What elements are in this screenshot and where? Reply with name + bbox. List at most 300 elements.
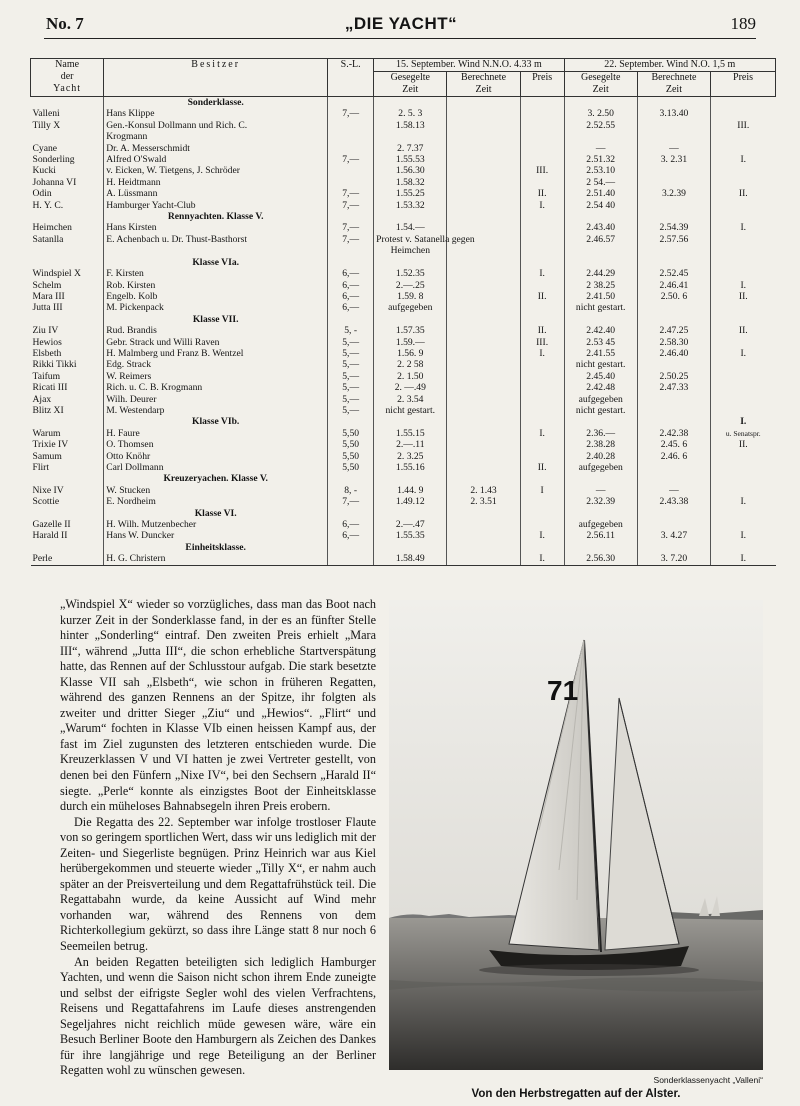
- sailed-time-2: 2.42.48: [564, 382, 637, 393]
- calc-time-1: [447, 177, 520, 188]
- class-heading-row: [31, 416, 776, 427]
- class-heading-row: [31, 542, 776, 553]
- sailed-time-2: nicht gestart.: [564, 405, 637, 416]
- prize-1: [520, 280, 564, 291]
- prize-2: I.: [711, 222, 776, 233]
- prize-1: [520, 120, 564, 131]
- sailed-time-2: 2.32.39: [564, 496, 637, 507]
- owner: H. G. Christern: [104, 553, 328, 565]
- prize-1: [520, 496, 564, 507]
- sailed-time-1: Protest v. Satanella gegen: [374, 234, 447, 245]
- calc-time-1: [447, 120, 520, 131]
- sailed-time-2: aufgegeben: [564, 394, 637, 405]
- sailed-time-2: 2.56.11: [564, 530, 637, 541]
- sailed-time-2: 2.40.28: [564, 451, 637, 462]
- sailed-time-1: 1.56.30: [374, 165, 447, 176]
- yacht-name: Kucki: [32, 165, 56, 177]
- yacht-name: Perle: [31, 553, 104, 565]
- prize-1: [520, 371, 564, 382]
- owner: Rob. Kirsten: [104, 280, 328, 291]
- calc-time-2: 2.46.41: [637, 280, 710, 291]
- calc-time-2: 2.43.38: [637, 496, 710, 507]
- prize-2: [711, 234, 776, 245]
- sailed-time-1: 1.53.32: [374, 200, 447, 211]
- prize-1: I.: [520, 200, 564, 211]
- prize-2: [711, 302, 776, 313]
- calc-time-1: [447, 394, 520, 405]
- sail-length: [328, 245, 374, 256]
- yacht-name: Satanlla: [32, 233, 64, 245]
- sailed-time-1: 2.—.11: [374, 439, 447, 450]
- yacht-name: Johanna VI: [32, 176, 77, 188]
- calc-time-2: [637, 165, 710, 176]
- calc-time-1: [447, 280, 520, 291]
- class-heading: Rennyachten. Klasse V.: [104, 211, 328, 222]
- sailboat-image: [389, 600, 763, 1070]
- sail-length: [328, 120, 374, 131]
- table-row: [31, 143, 776, 154]
- yacht-photo: [389, 600, 763, 1070]
- calc-time-2: —: [637, 143, 710, 154]
- owner: M. Pickenpack: [104, 302, 328, 313]
- sail-number: 71: [547, 675, 579, 706]
- calc-time-2: 2.57.56: [637, 234, 710, 245]
- page-number: 189: [730, 14, 756, 33]
- header-race-1: 15. September. Wind N.N.O. 4.33 m: [374, 59, 564, 72]
- calc-time-1: [447, 222, 520, 233]
- yacht-name: Gazelle II: [32, 519, 71, 531]
- owner: Alfred O'Swald: [104, 154, 328, 165]
- prize-1: [520, 439, 564, 450]
- prize-2: [711, 462, 776, 473]
- calc-time-1: [447, 165, 520, 176]
- sail-length: 5,—: [328, 405, 374, 416]
- sail-length: 5,50: [328, 451, 374, 462]
- sailed-time-1: Heimchen: [374, 245, 447, 256]
- prize-1: [520, 394, 564, 405]
- sailed-time-1: 1.57.35: [374, 325, 447, 336]
- prize-1: II.: [520, 325, 564, 336]
- sail-length: 7,—: [328, 154, 374, 165]
- owner: H. Heidtmann: [104, 177, 328, 188]
- sailed-time-1: 1.58.49: [374, 553, 447, 565]
- sailed-time-1: 1.55.35: [374, 530, 447, 541]
- yacht-name: Jutta III: [32, 302, 63, 314]
- article-text: [60, 597, 376, 1079]
- prize-2: I.: [711, 553, 776, 565]
- sail-length: 5,—: [328, 359, 374, 370]
- calc-time-2: 2.54.39: [637, 222, 710, 233]
- sailed-time-1: 1.55.15: [374, 428, 447, 439]
- header-sailed-time-2: Gesegelte Zeit: [564, 72, 637, 97]
- prize-2: [711, 405, 776, 416]
- sailed-time-2: 2.36.—: [564, 428, 637, 439]
- table-row: [31, 348, 776, 359]
- journal-title: „DIE YACHT“: [344, 14, 458, 33]
- prize-2: [711, 382, 776, 393]
- calc-time-1: [447, 382, 520, 393]
- sailed-time-2: —: [564, 143, 637, 154]
- table-row: [31, 428, 776, 439]
- table-row: [31, 462, 776, 473]
- sail-length: [328, 553, 374, 565]
- calc-time-1: [447, 371, 520, 382]
- prize-2: u. Senatspr.: [711, 428, 776, 439]
- sailed-time-2: 2.52.55: [564, 120, 637, 131]
- results-table: [30, 58, 776, 566]
- yacht-name: Schelm: [32, 279, 62, 291]
- class-heading-row: [31, 508, 776, 519]
- owner: Carl Dollmann: [104, 462, 328, 473]
- calc-time-1: [447, 302, 520, 313]
- yacht-name: Nixe IV: [32, 484, 64, 496]
- class-heading: Klasse VIa.: [104, 257, 328, 268]
- calc-time-2: [637, 394, 710, 405]
- yacht-name: Trixie IV: [32, 439, 69, 451]
- sailed-time-1: 1.55.25: [374, 188, 447, 199]
- prize-2: [711, 268, 776, 279]
- sail-length: 5,—: [328, 348, 374, 359]
- table-row: [31, 245, 776, 256]
- header-prize-1: Preis: [520, 72, 564, 97]
- prize-1: I: [520, 485, 564, 496]
- sailed-time-1: nicht gestart.: [374, 405, 447, 416]
- class-heading-row: [31, 97, 776, 109]
- sail-length: 7,—: [328, 496, 374, 507]
- sailed-time-2: [564, 245, 637, 256]
- owner: [104, 245, 328, 256]
- owner: F. Kirsten: [104, 268, 328, 279]
- class-heading: Klasse VII.: [104, 314, 328, 325]
- owner: Gen.-Konsul Dollmann und Rich. C.: [104, 120, 328, 131]
- sailed-time-1: [374, 131, 447, 142]
- prize-2: I.: [711, 348, 776, 359]
- photo-caption-small: Sonderklassenyacht „Valleni“: [653, 1075, 763, 1085]
- owner: H. Wilh. Mutzenbecher: [104, 519, 328, 530]
- sail-length: 6,—: [328, 280, 374, 291]
- table-row: [31, 291, 776, 302]
- paragraph: An beiden Regatten beteiligten sich lediglich Hamburger Yachten, und wenn die Saison nicht schon ihrem Ende zuneigte und selbst der eifrigste Segler wohl des vielen Verfrachtens, Reisens und Regattafahrens im Laufe dieses anstrengenden Segeljahres nicht reichlich müde gewesen wäre, wäre ein Besuch Berliner Boote den Hamburgern als Zeichen des Dankes für ihre langjährige und rege Beteiligung an der Berliner Regatten wohl zu wünschen gewesen.: [60, 954, 376, 1078]
- sailed-time-1: 1.54.—: [374, 222, 447, 233]
- calc-time-2: [637, 462, 710, 473]
- prize-1: I.: [520, 553, 564, 565]
- yacht-name: Ziu IV: [32, 325, 59, 337]
- calc-time-1: [447, 108, 520, 119]
- prize-1: II.: [520, 462, 564, 473]
- sailed-time-1: 1.44. 9: [374, 485, 447, 496]
- sailed-time-1: 1.59. 8: [374, 291, 447, 302]
- calc-time-2: 3. 4.27: [637, 530, 710, 541]
- sail-length: 5,50: [328, 439, 374, 450]
- prize-2: I.: [711, 280, 776, 291]
- table-row: [31, 165, 776, 176]
- prize-2: [711, 337, 776, 348]
- prize-1: [520, 245, 564, 256]
- sailed-time-1: 1.59.—: [374, 337, 447, 348]
- sailed-time-2: aufgegeben: [564, 519, 637, 530]
- calc-time-1: [447, 359, 520, 370]
- table-row: [31, 302, 776, 313]
- owner: E. Achenbach u. Dr. Thust-Basthorst: [104, 234, 328, 245]
- sailed-time-2: 2.51.40: [564, 188, 637, 199]
- prize-1: [520, 131, 564, 142]
- prize-1: II.: [520, 188, 564, 199]
- sail-length: 6,—: [328, 530, 374, 541]
- calc-time-2: 3.13.40: [637, 108, 710, 119]
- calc-time-2: 2.46.40: [637, 348, 710, 359]
- prize-1: [520, 451, 564, 462]
- yacht-name: Sonderling: [32, 154, 75, 166]
- owner: Dr. A. Messerschmidt: [104, 143, 328, 154]
- sail-length: [328, 143, 374, 154]
- sailed-time-2: 2.45.40: [564, 371, 637, 382]
- sailed-time-1: 1.55.53: [374, 154, 447, 165]
- sailed-time-2: 2.41.55: [564, 348, 637, 359]
- class-heading: Kreuzeryachen. Klasse V.: [104, 473, 328, 484]
- owner: v. Eicken, W. Tietgens, J. Schröder: [104, 165, 328, 176]
- header-sailed-time-1: Gesegelte Zeit: [374, 72, 447, 97]
- sailed-time-1: aufgegeben: [374, 302, 447, 313]
- calc-time-2: 2.50.25: [637, 371, 710, 382]
- table-row: [31, 280, 776, 291]
- yacht-name: Valleni: [32, 108, 60, 120]
- prize-1: [520, 382, 564, 393]
- header-rule: [44, 38, 756, 39]
- sailed-time-1: 1.58.32: [374, 177, 447, 188]
- sailed-time-2: 2.53.10: [564, 165, 637, 176]
- prize-1: [520, 154, 564, 165]
- prize-2: I.: [711, 530, 776, 541]
- owner: O. Thomsen: [104, 439, 328, 450]
- calc-time-1: [447, 530, 520, 541]
- sailed-time-1: 2. 2 58: [374, 359, 447, 370]
- owner: Engelb. Kolb: [104, 291, 328, 302]
- calc-time-2: —: [637, 485, 710, 496]
- prize-1: I.: [520, 348, 564, 359]
- calc-time-2: [637, 405, 710, 416]
- prize-2: [711, 359, 776, 370]
- header-calc-time-1: Berechnete Zeit: [447, 72, 520, 97]
- yacht-name: Ajax: [32, 393, 52, 405]
- calc-time-1: [447, 519, 520, 530]
- prize-1: [520, 222, 564, 233]
- yacht-name: Tilly X: [32, 119, 61, 131]
- calc-time-2: [637, 245, 710, 256]
- owner: Rud. Brandis: [104, 325, 328, 336]
- table-row: [31, 519, 776, 530]
- sailed-time-2: 2.43.40: [564, 222, 637, 233]
- sailed-time-2: —: [564, 485, 637, 496]
- paragraph: „Windspiel X“ wieder so vorzügliches, dass man das Boot nach kurzer Zeit in der Sonderklasse fand, in der es an fünfter Stelle hinter „Sonderling“ eintraf. Den zweiten Preis erhielt „Mara III“, während „Jutta III“, die schon erhebliche Startverspätung hatte, das Rennen auf der Schlusstour aufgab. Die stark besetzte Klasse VII sah „Elsbeth“, wie schon in früheren Regatten, während des ganzen Rennens an der Spitze, ihr folgten als zweiter und dritter Sieger „Ziu“ und „Hewios“. „Flirt“ und „Warum“ fochten in Klasse VIb einen heissen Kampf aus, der fast im Ziel zugunsten des letzteren entschieden wurde. Die Kreuzerklassen V und VI hatten je zwei Vertreter gestellt, von denen bei den Fünfern „Nixe IV“, bei den Sechsern „Harald II“ siegte. „Perle“ konnte als einzigstes Boot der Einheitsklasse durch ein müheloses Bahnabsegeln ihren Preis erobern.: [60, 597, 376, 814]
- table-row: [31, 553, 776, 565]
- sail-length: [328, 131, 374, 142]
- owner: Krogmann: [104, 131, 328, 142]
- calc-time-1: [447, 325, 520, 336]
- sailed-time-1: 2. 3.25: [374, 451, 447, 462]
- calc-time-1: [447, 245, 520, 256]
- table-row: [31, 268, 776, 279]
- sailed-time-2: 3. 2.50: [564, 108, 637, 119]
- yacht-name: Rikki Tikki: [32, 359, 77, 371]
- owner: W. Stucken: [104, 485, 328, 496]
- sailed-time-2: 2 38.25: [564, 280, 637, 291]
- yacht-name: Ricati III: [32, 382, 68, 394]
- sailed-time-2: 2 54.—: [564, 177, 637, 188]
- table-row: [31, 154, 776, 165]
- yacht-name: Cyane: [32, 142, 58, 154]
- yacht-name: Windspiel X: [32, 268, 81, 280]
- calc-time-1: [447, 154, 520, 165]
- sail-length: 5,—: [328, 371, 374, 382]
- sailed-time-1: 1.49.12: [374, 496, 447, 507]
- prize-2: [711, 371, 776, 382]
- calc-time-1: [447, 348, 520, 359]
- prize-2: [711, 451, 776, 462]
- table-row: [31, 120, 776, 131]
- calc-time-1: [447, 439, 520, 450]
- owner: M. Westendarp: [104, 405, 328, 416]
- sail-length: 5,—: [328, 394, 374, 405]
- sailed-time-2: 2.38.28: [564, 439, 637, 450]
- prize-2: [711, 108, 776, 119]
- prize-2: [711, 485, 776, 496]
- sailed-time-1: 2. 7.37: [374, 143, 447, 154]
- prize-2: [711, 245, 776, 256]
- photo-caption: Von den Herbstregatten auf der Alster.: [471, 1088, 681, 1100]
- sail-length: 5,50: [328, 462, 374, 473]
- owner: H. Faure: [104, 428, 328, 439]
- prize-1: [520, 177, 564, 188]
- calc-time-2: 2.47.25: [637, 325, 710, 336]
- calc-time-1: 2. 1.43: [447, 485, 520, 496]
- owner: Hans Klippe: [104, 108, 328, 119]
- sail-length: 7,—: [328, 108, 374, 119]
- prize-1: [520, 302, 564, 313]
- sail-length: 8, -: [328, 485, 374, 496]
- sailed-time-2: 2.53 45: [564, 337, 637, 348]
- prize-1: I.: [520, 530, 564, 541]
- table-row: [31, 177, 776, 188]
- table-row: [31, 337, 776, 348]
- calc-time-2: 2.47.33: [637, 382, 710, 393]
- results-body: [31, 97, 776, 566]
- table-row: [31, 325, 776, 336]
- sail-length: 5, -: [328, 325, 374, 336]
- table-row: [31, 439, 776, 450]
- prize-2: I.: [711, 416, 776, 427]
- prize-2: II.: [711, 325, 776, 336]
- class-heading-row: [31, 314, 776, 325]
- sail-length: 7,—: [328, 200, 374, 211]
- owner: Hans W. Duncker: [104, 530, 328, 541]
- owner: W. Reimers: [104, 371, 328, 382]
- prize-2: II.: [711, 439, 776, 450]
- prize-2: [711, 143, 776, 154]
- sailed-time-1: 2.—.25: [374, 280, 447, 291]
- prize-2: II.: [711, 291, 776, 302]
- yacht-name: Hewios: [32, 336, 62, 348]
- yacht-name: Taifum: [32, 370, 61, 382]
- prize-2: III.: [711, 120, 776, 131]
- table-row: [31, 405, 776, 416]
- header-owner: Besitzer: [104, 59, 328, 97]
- calc-time-1: [447, 268, 520, 279]
- sailed-time-2: nicht gestart.: [564, 359, 637, 370]
- calc-time-2: [637, 302, 710, 313]
- class-heading-row: [31, 211, 776, 222]
- calc-time-2: 2.50. 6: [637, 291, 710, 302]
- yacht-name: Samum: [32, 450, 62, 462]
- header-calc-time-2: Berechnete Zeit: [637, 72, 710, 97]
- prize-1: I.: [520, 268, 564, 279]
- table-row: [31, 451, 776, 462]
- class-heading-row: [31, 257, 776, 268]
- owner: Gebr. Strack und Willi Raven: [104, 337, 328, 348]
- calc-time-2: 3.2.39: [637, 188, 710, 199]
- sailed-time-2: 2.56.30: [564, 553, 637, 565]
- calc-time-2: 2.42.38: [637, 428, 710, 439]
- sail-length: 7,—: [328, 222, 374, 233]
- table-row: [31, 382, 776, 393]
- sailed-time-2: 2.46.57: [564, 234, 637, 245]
- owner: A. Lüssmann: [104, 188, 328, 199]
- sail-length: 7,—: [328, 188, 374, 199]
- prize-1: II.: [520, 291, 564, 302]
- owner: Hans Kirsten: [104, 222, 328, 233]
- calc-time-2: 2.46. 6: [637, 451, 710, 462]
- prize-1: [520, 108, 564, 119]
- sail-length: [328, 177, 374, 188]
- yacht-name: Flirt: [32, 462, 50, 473]
- prize-1: [520, 234, 564, 245]
- owner: H. Malmberg und Franz B. Wentzel: [104, 348, 328, 359]
- calc-time-2: [637, 359, 710, 370]
- sail-length: 6,—: [328, 291, 374, 302]
- sailed-time-1: 1.58.13: [374, 120, 447, 131]
- table-row: [31, 359, 776, 370]
- issue-number: No. 7: [46, 14, 84, 33]
- yacht-name: Elsbeth: [32, 347, 62, 359]
- prize-1: I.: [520, 428, 564, 439]
- calc-time-1: 2. 3.51: [447, 496, 520, 507]
- sail-length: 6,—: [328, 519, 374, 530]
- owner: Hamburger Yacht-Club: [104, 200, 328, 211]
- prize-2: [711, 131, 776, 142]
- sail-length: 6,—: [328, 302, 374, 313]
- table-row: [31, 131, 776, 142]
- page-header: [46, 8, 756, 34]
- owner: E. Nordheim: [104, 496, 328, 507]
- prize-2: II.: [711, 188, 776, 199]
- calc-time-2: 2.58.30: [637, 337, 710, 348]
- yacht-name: Mara III: [32, 290, 65, 302]
- table-row: [31, 371, 776, 382]
- sailed-time-1: 1.52.35: [374, 268, 447, 279]
- table-row: [31, 222, 776, 233]
- sailed-time-2: nicht gestart.: [564, 302, 637, 313]
- class-heading: Sonderklasse.: [104, 97, 328, 109]
- table-row: [31, 530, 776, 541]
- sail-length: 7,—: [328, 234, 374, 245]
- calc-time-1: [447, 337, 520, 348]
- class-heading: Einheitsklasse.: [104, 542, 328, 553]
- header-sl: S.-L.: [328, 59, 374, 97]
- sailed-time-2: 2.42.40: [564, 325, 637, 336]
- sailed-time-2: [564, 131, 637, 142]
- prize-2: I.: [711, 496, 776, 507]
- calc-time-2: 3. 2.31: [637, 154, 710, 165]
- class-heading: Klasse VIb.: [104, 416, 328, 427]
